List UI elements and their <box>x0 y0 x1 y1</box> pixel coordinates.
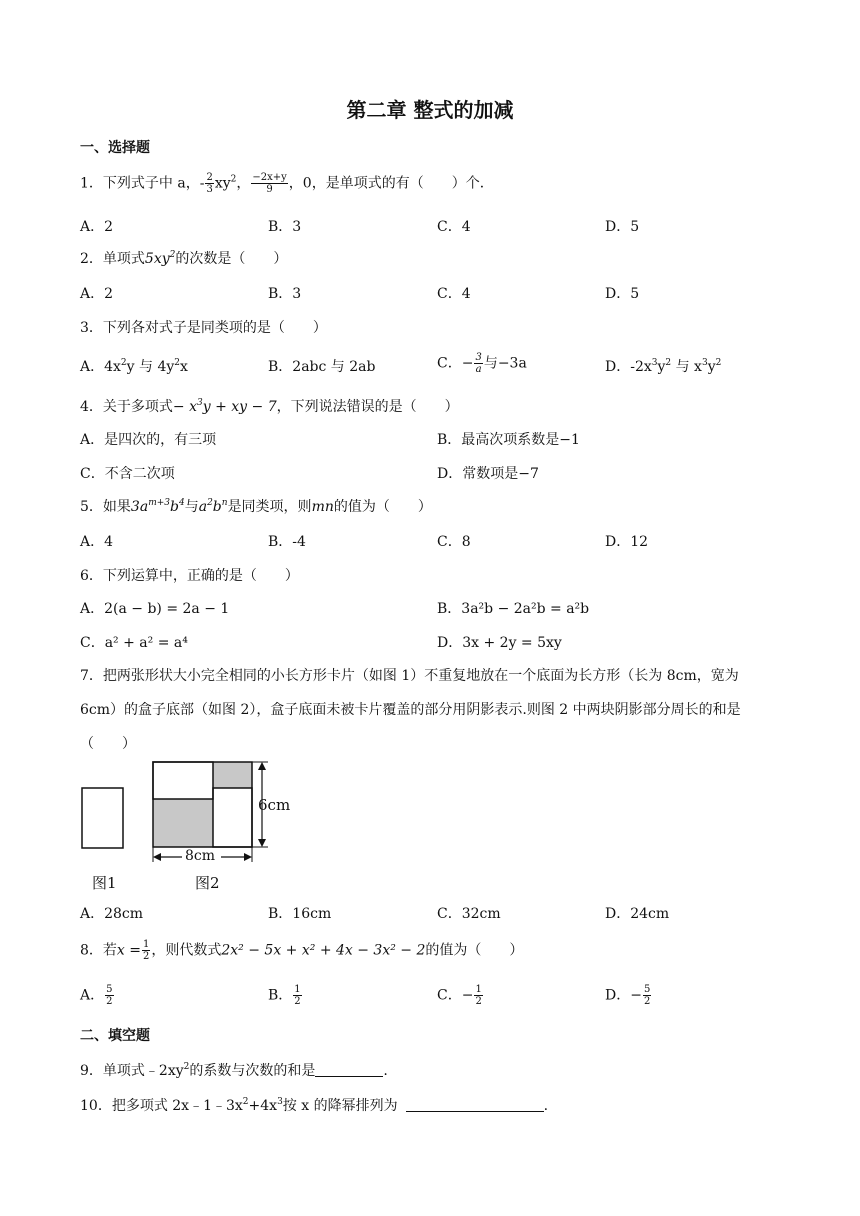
q6-option-d[interactable]: D．3x + 2y = 5xy <box>437 635 562 651</box>
q10-period: . <box>543 1098 549 1114</box>
q10-answer-blank[interactable] <box>406 1097 544 1112</box>
question-7-line-2: 6cm）的盒子底部（如图 2），盒子底面未被卡片覆盖的部分用阴影表示.则图 2 中两块阴影部分周长的和是 <box>80 702 741 718</box>
section-heading-fill: 二、填空题 <box>80 1028 150 1044</box>
question-2 <box>80 248 287 268</box>
section-heading-choice: 一、选择题 <box>80 140 150 156</box>
q2-option-c[interactable]: C．4 <box>437 286 471 302</box>
q5-term-mn: mn <box>311 499 334 515</box>
q4-option-c[interactable]: C．不含二次项 <box>80 466 175 482</box>
q4-text-end: ，下列说法错误的是（ ） <box>276 399 459 415</box>
q2-text-end: 的次数是（ ） <box>175 251 288 267</box>
q5-exp-2: 4 <box>178 498 185 508</box>
q1-option-a[interactable]: A．2 <box>80 219 114 235</box>
q8-option-d[interactable]: D．− $\frac{5}{2}$ <box>605 984 651 1007</box>
q1-option-b[interactable]: B．3 <box>268 219 302 235</box>
dimension-width-label: 8cm <box>185 848 216 864</box>
q4-option-a[interactable]: A．是四次的，有三项 <box>80 432 217 448</box>
q9-exp: 2 <box>183 1062 190 1072</box>
q4-expr-2: y + xy − 7 <box>202 399 277 415</box>
q3-option-b[interactable]: B．2abc 与 2ab <box>268 359 376 375</box>
question-10 <box>80 1095 548 1115</box>
q3-option-a[interactable]: A．$4x^2y$ 与 $4y^2x$ <box>80 358 188 375</box>
q4-expr: − x <box>172 399 197 415</box>
question-6: 6．下列运算中，正确的是（ ） <box>80 568 299 584</box>
q7-option-a[interactable]: A．28cm <box>80 906 144 922</box>
q5-exp-1: m+3 <box>148 498 170 508</box>
figure-1-card <box>80 786 128 852</box>
q9-text: 9．单项式﹣2xy <box>80 1063 184 1079</box>
q10-text-2: +4x <box>248 1098 278 1114</box>
q4-option-d[interactable]: D．常数项是−7 <box>437 466 539 482</box>
question-7-line-3: （ ） <box>80 736 136 752</box>
q10-exp-2: 3 <box>277 1097 283 1107</box>
q5-text-end: 的值为（ ） <box>333 499 432 515</box>
q1-term: xy <box>214 175 231 192</box>
q8-option-c[interactable]: C．− $\frac{1}{2}$ <box>437 984 482 1007</box>
q5-option-a[interactable]: A．4 <box>80 534 114 550</box>
q10-text-3: 按 x 的降幂排列为 <box>282 1098 398 1114</box>
q5-text-mid: 是同类项，则 <box>227 499 312 515</box>
q8-text-end: 的值为（ ） <box>425 942 524 959</box>
q9-period: . <box>383 1063 388 1079</box>
q9-text-mid: 的系数与次数的和是 <box>189 1063 316 1079</box>
q5-term-1: 3a <box>130 499 149 515</box>
q1-option-c[interactable]: C．4 <box>437 219 471 235</box>
q10-exp-1: 2 <box>242 1097 249 1107</box>
q8-text-mid: ，则代数式 <box>151 942 222 959</box>
q1-text-end: ，0，是单项式的有（ ）个． <box>288 175 494 192</box>
q5-text: 5．如果 <box>80 499 131 515</box>
shade-top-right <box>213 762 252 788</box>
q7-option-b[interactable]: B．16cm <box>268 906 332 922</box>
question-9 <box>80 1060 388 1080</box>
q9-answer-blank[interactable] <box>315 1062 383 1077</box>
q8-text: 8．若 <box>80 942 117 959</box>
q10-text: 10．把多项式 2x﹣1﹣3x <box>80 1098 243 1114</box>
q6-option-c[interactable]: C．a² + a² = a⁴ <box>80 635 188 651</box>
question-3: 3．下列各对式子是同类项的是（ ） <box>80 320 327 336</box>
q5-and: 与 <box>184 499 199 515</box>
page-title: 第二章 整式的加减 <box>346 98 514 122</box>
q3-option-c[interactable]: C．− $\frac{3}{a}$ 与−3a <box>437 352 527 375</box>
q5-term-2: b <box>170 499 179 515</box>
q8-option-b[interactable]: B． $\frac{1}{2}$ <box>268 984 301 1007</box>
dimension-height-label: 6cm <box>258 796 291 814</box>
q2-option-d[interactable]: D．5 <box>605 286 640 302</box>
q4-exp: 3 <box>197 398 203 408</box>
figure-2-label: 图2 <box>195 874 220 892</box>
q8-option-a[interactable]: A． $\frac{5}{2}$ <box>80 984 113 1007</box>
q2-exp: 2 <box>169 250 176 260</box>
shade-bottom-left <box>153 799 213 847</box>
q4-text: 4．关于多项式 <box>80 399 173 415</box>
q1-fraction-2: $\frac{-2x+y}{9}$ <box>252 172 287 195</box>
q5-option-c[interactable]: C．8 <box>437 534 471 550</box>
q8-x-eq: x = <box>116 942 141 959</box>
q7-option-d[interactable]: D．24cm <box>605 906 670 922</box>
q8-x-fraction: $\frac{1}{2}$ <box>143 939 150 962</box>
q5-option-b[interactable]: B．-4 <box>268 534 306 550</box>
q8-expr: 2x² − 5x + x² + 4x − 3x² − 2 <box>221 942 426 959</box>
q6-option-b[interactable]: B．3a²b − 2a²b = a²b <box>437 601 590 617</box>
q2-expr: 5xy <box>144 251 170 267</box>
q1-comma: ， <box>236 175 251 192</box>
q5-exp-3: 2 <box>207 498 213 508</box>
q5-term-3: a <box>198 499 208 515</box>
question-7-line-1: 7．把两张形状大小完全相同的小长方形卡片（如图 1）不重复地放在一个底面为长方形（长为 8cm，宽为 <box>80 668 739 684</box>
q5-exp-4: n <box>221 498 228 508</box>
figure-1-label: 图1 <box>92 874 117 892</box>
q6-option-a[interactable]: A．2(a − b) = 2a − 1 <box>80 601 230 617</box>
question-1 <box>80 172 494 195</box>
q2-option-a[interactable]: A．2 <box>80 286 114 302</box>
q1-fraction-1: $\frac{2}{3}$ <box>206 172 213 195</box>
question-8 <box>80 939 523 962</box>
q5-term-4: b <box>212 499 222 515</box>
question-4 <box>80 396 459 416</box>
q4-option-b[interactable]: B．最高次项系数是−1 <box>437 432 580 448</box>
question-5 <box>80 496 432 516</box>
q1-sign: - <box>199 175 205 192</box>
q2-option-b[interactable]: B．3 <box>268 286 302 302</box>
q3-option-d[interactable]: D．$-2x^3y^2$ 与 $x^3y^2$ <box>605 358 722 375</box>
q7-option-c[interactable]: C．32cm <box>437 906 501 922</box>
q1-option-d[interactable]: D．5 <box>605 219 640 235</box>
q2-text: 2．单项式 <box>80 251 145 267</box>
q1-text: 1．下列式子中 a， <box>80 175 200 192</box>
q5-option-d[interactable]: D．12 <box>605 534 649 550</box>
q1-exp: 2 <box>230 174 237 185</box>
